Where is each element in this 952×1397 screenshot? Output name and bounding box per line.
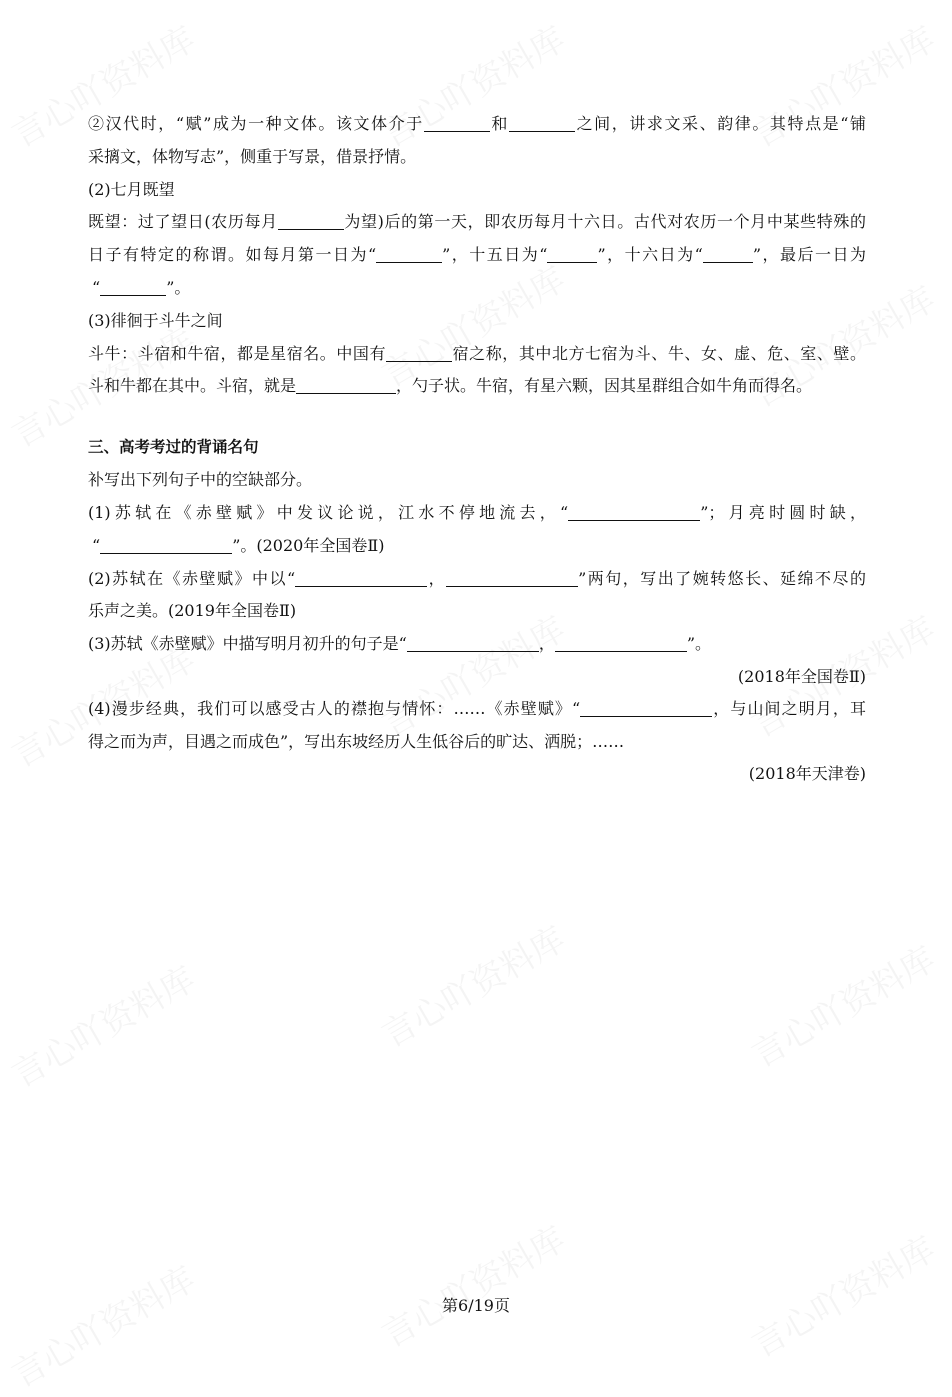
watermark <box>741 12 942 156</box>
watermark <box>371 912 572 1056</box>
blank <box>547 246 597 263</box>
blank <box>100 537 232 554</box>
text-line: 采摛文，体物写志”，侧重于写景，借景抒情。 <box>88 147 417 166</box>
question-2-cont: 乐声之美。(2019年全国卷Ⅱ) <box>88 601 297 620</box>
text: 和 <box>489 114 510 133</box>
text: (3)苏轼《赤壁赋》中描写明月初升的句子是“ <box>88 634 407 653</box>
section-heading: 三、高考考过的背诵名句 <box>88 438 259 456</box>
text: (1)苏轼在《赤壁赋》中发议论说，江水不停地流去，“ <box>88 503 569 522</box>
blank <box>386 345 452 362</box>
text: 日子有特定的称谓。如每月第一日为“ <box>88 245 377 264</box>
blank <box>295 570 427 587</box>
text: ”；月亮时圆时缺， <box>700 503 866 522</box>
blank <box>278 213 344 230</box>
text: “ <box>92 278 101 297</box>
text: 之间，讲求文采、韵律。其特点是“铺 <box>575 114 866 133</box>
text: 斗牛：斗宿和牛宿，都是星宿名。中国有 <box>88 344 387 363</box>
watermark <box>1 1252 202 1396</box>
text: ②汉代时，“赋”成为一种文体。该文体介于 <box>88 114 424 133</box>
blank <box>580 700 712 717</box>
blank <box>703 246 753 263</box>
watermark <box>371 1212 572 1356</box>
blank <box>296 377 396 394</box>
text: ”。 <box>166 278 191 297</box>
subheading: (3)徘徊于斗牛之间 <box>88 311 223 330</box>
blank <box>509 115 575 132</box>
text: ”，十五日为“ <box>442 245 548 264</box>
watermark <box>371 12 572 156</box>
text: ，勺子状。牛宿，有星六颗，因其星群组合如牛角而得名。 <box>396 376 813 395</box>
text: (2)苏轼在《赤壁赋》中以“ <box>88 569 296 588</box>
text: ， <box>538 634 555 653</box>
text-line <box>88 343 866 365</box>
text-line <box>92 277 870 299</box>
watermark <box>1 952 202 1096</box>
text: ”两句，写出了婉转悠长、延绵不尽的 <box>578 569 866 588</box>
question-3-source: (2018年全国卷Ⅱ) <box>737 667 866 686</box>
text-line <box>88 113 866 135</box>
blank <box>424 115 490 132</box>
subheading: (2)七月既望 <box>88 180 175 199</box>
text: 斗和牛都在其中。斗宿，就是 <box>88 376 297 395</box>
text-line <box>88 244 866 266</box>
question-4-source: (2018年天津卷) <box>748 764 866 783</box>
blank <box>568 504 700 521</box>
watermark <box>1 12 202 156</box>
text: 宿之称，其中北方七宿为斗、牛、女、虚、危、室、壁。 <box>452 344 866 363</box>
text: ”，十六日为“ <box>597 245 703 264</box>
text: 为望)后的第一天，即农历每月十六日。古代对农历一个月中某些特殊的 <box>343 212 866 231</box>
text: ”，最后一日为 <box>752 245 866 264</box>
text: ， <box>427 569 447 588</box>
instructions: 补写出下列句子中的空缺部分。 <box>88 470 313 489</box>
question-2 <box>88 568 866 590</box>
blank <box>555 635 687 652</box>
blank <box>376 246 442 263</box>
page-number: 第6/19页 <box>442 1296 510 1315</box>
text: ”。(2020年全国卷Ⅱ) <box>232 536 385 555</box>
text-line <box>88 375 866 397</box>
text: 既望：过了望日(农历每月 <box>88 212 278 231</box>
blank <box>446 570 578 587</box>
text: ，与山间之明月，耳 <box>712 699 866 718</box>
blank <box>100 279 166 296</box>
text-line <box>88 211 866 233</box>
question-4-cont: 得之而为声，目遇之而成色”，写出东坡经历人生低谷后的旷达、洒脱；…… <box>88 732 625 751</box>
text: “ <box>92 536 101 555</box>
question-1 <box>88 502 866 524</box>
text: ”。 <box>686 634 712 653</box>
watermark <box>741 932 942 1076</box>
question-3 <box>88 633 866 655</box>
blank <box>407 635 539 652</box>
text: (4)漫步经典，我们可以感受古人的襟抱与情怀：……《赤壁赋》“ <box>88 699 581 718</box>
question-1-cont <box>92 535 870 557</box>
question-4 <box>88 698 866 720</box>
